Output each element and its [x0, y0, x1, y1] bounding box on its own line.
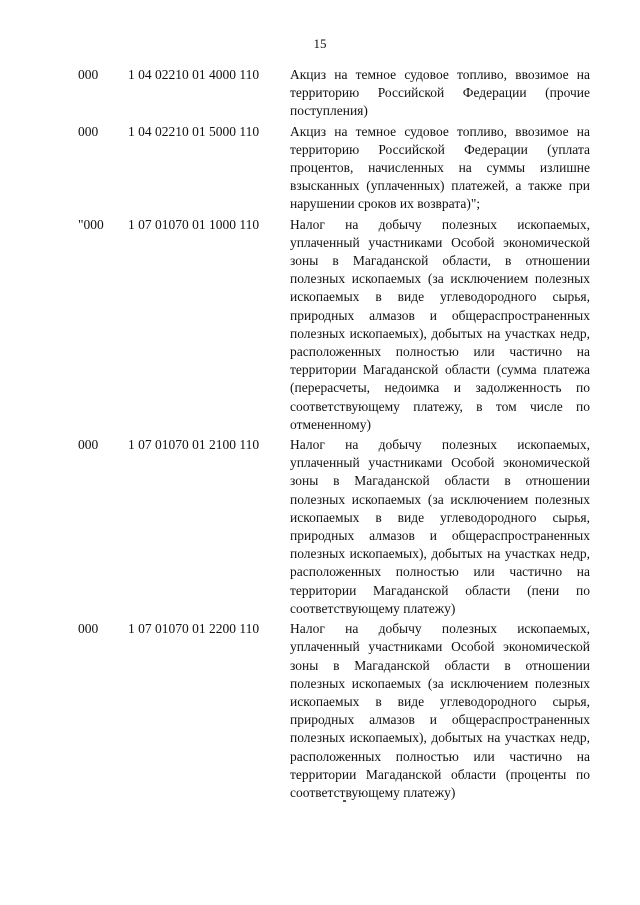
table-row	[0, 216, 640, 434]
admin-code: 000	[78, 621, 99, 637]
page-number: 15	[313, 36, 327, 51]
admin-code: 000	[78, 437, 99, 453]
table-row	[0, 123, 640, 214]
admin-code: "000	[78, 216, 104, 232]
income-description: Акциз на темное судовое топливо, ввозимое на территорию Российской Федерации (прочие поступления)	[290, 67, 590, 119]
kbk-code: 1 04 02210 01 4000 110	[128, 67, 260, 82]
table-row	[0, 620, 640, 802]
kbk-code: 1 07 01070 01 2200 110	[128, 621, 260, 637]
income-description: Налог на добычу полезных ископаемых, уплаченный участниками Особой экономической зоны в Магаданской области, в отношении полезных ископаемых (за исключением полезных ископаемых в виде углеводородного сырья, природных алмазов и общераспространенных полезных ископаемых), добытых на участках недр, расположенных полностью или частично на территории Магаданской области (сумма платежа (перерасчеты, недоимка и задолженность по соответствующему платежу, в том числе по отмененному)	[290, 216, 590, 432]
admin-code: 000	[78, 123, 99, 139]
scan-speck	[343, 800, 346, 802]
kbk-code: 1 04 02210 01 5000 110	[128, 123, 260, 139]
table-row	[0, 66, 640, 121]
income-description: Акциз на темное судовое топливо, ввозимое на территорию Российской Федерации (уплата процентов, начисленных на суммы излишне взысканных (уплаченных) платежей, а также при нарушении сроков их возврата)";	[290, 123, 590, 212]
kbk-code: 1 07 01070 01 1000 110	[128, 216, 260, 232]
admin-code: 000	[78, 67, 99, 82]
table-row	[0, 436, 640, 618]
income-description: Налог на добычу полезных ископаемых, уплаченный участниками Особой экономической зоны в Магаданской области в отношении полезных ископаемых (за исключением полезных ископаемых в виде углеводородного сырья, природных алмазов и общераспространенных полезных ископаемых), добытых на участках недр, расположенных полностью или частично на территории Магаданской области (проценты по соответствующему платежу)	[290, 621, 590, 800]
income-description: Налог на добычу полезных ископаемых, уплаченный участниками Особой экономической зоны в Магаданской области в отношении полезных ископаемых (за исключением полезных ископаемых в виде углеводородного сырья, природных алмазов и общераспространенных полезных ископаемых), добытых на участках недр, расположенных полностью или частично на территории Магаданской области (пени по соответствующему платежу)	[290, 437, 590, 616]
budget-code-table	[0, 66, 640, 804]
kbk-code: 1 07 01070 01 2100 110	[128, 437, 260, 453]
